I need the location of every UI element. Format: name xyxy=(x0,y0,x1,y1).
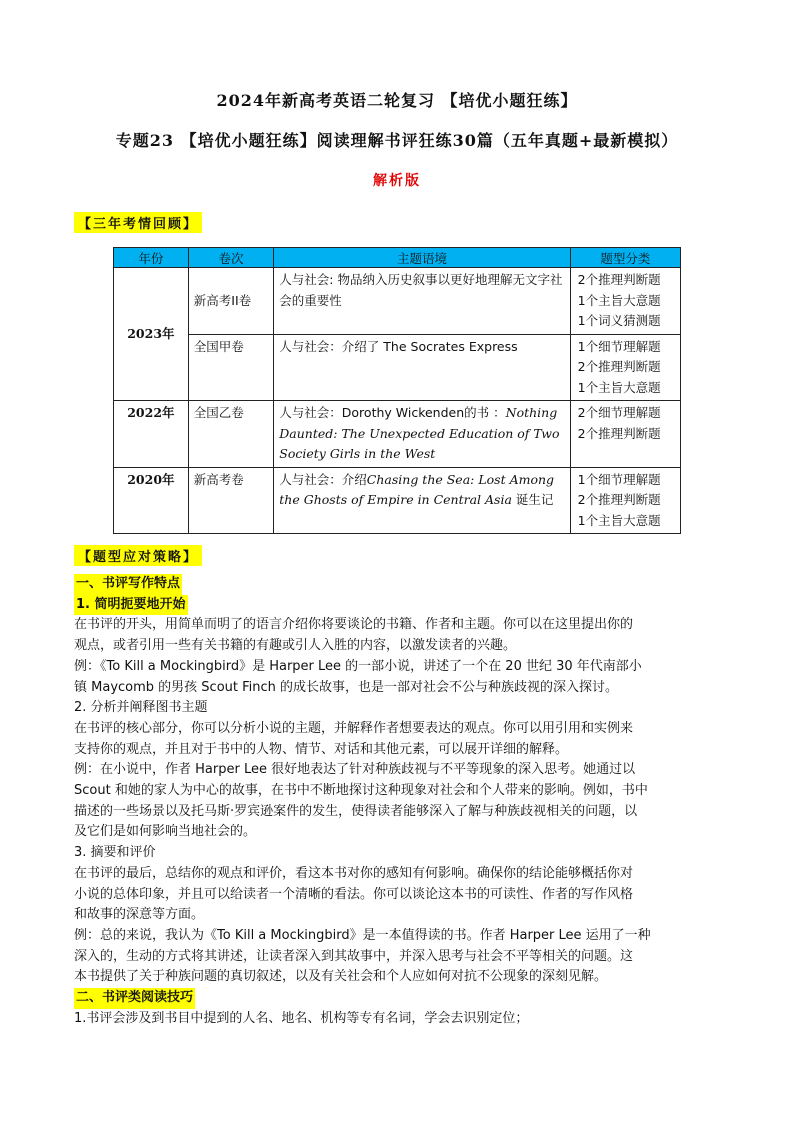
type-item: 1个主旨大意题 xyxy=(577,292,661,308)
section-heading: 一、书评写作特点 xyxy=(74,574,182,595)
theme-cell: 人与社会: 物品纳入历史叙事以更好地理解无文字社会的重要性 xyxy=(274,268,570,335)
table-row xyxy=(114,467,681,534)
section-tag-review: 【三年考情回顾】 xyxy=(74,212,202,233)
paper-cell: 全国乙卷 xyxy=(188,401,274,468)
header-theme: 主题语境 xyxy=(274,248,570,268)
paragraph-line: 1.书评会涉及到书目中提到的人名、地名、机构等专有名词，学会去识别定位； xyxy=(74,1010,529,1026)
paper-cell: 新高考II卷 xyxy=(188,268,274,335)
subsection-heading: 1. 简明扼要地开始 xyxy=(74,595,188,616)
types-cell xyxy=(570,334,680,401)
table-row xyxy=(114,268,681,335)
exam-review-table xyxy=(113,247,681,534)
book-title: Chasing the Sea: Lost Among the Ghosts of Empire in Central Asia xyxy=(279,471,555,507)
edition-label: 解析版 xyxy=(373,173,421,189)
types-cell xyxy=(570,401,680,468)
type-item: 1个主旨大意题 xyxy=(577,379,661,395)
types-cell xyxy=(570,467,680,534)
theme-cell xyxy=(274,467,570,534)
section-tag-strategy: 【题型应对策略】 xyxy=(74,545,202,566)
header-types: 题型分类 xyxy=(570,248,680,268)
type-item: 2个推理判断题 xyxy=(577,359,661,374)
type-item: 1个细节理解题 xyxy=(577,471,661,487)
subsection-heading: 3. 摘要和评价 xyxy=(74,845,156,861)
year-cell: 2022年 xyxy=(114,401,189,468)
year-cell: 2023年 xyxy=(114,268,189,401)
type-item: 1个细节理解题 xyxy=(577,338,661,354)
header-paper: 卷次 xyxy=(188,248,274,268)
example-line: 例：总的来说，我认为《To Kill a Mockingbird》是一本值得读的书。作者 Harper Lee 运用了一种 xyxy=(74,927,651,943)
type-item: 2个推理判断题 xyxy=(577,425,661,441)
types-cell xyxy=(570,268,680,335)
paper-cell: 全国甲卷 xyxy=(188,334,274,401)
paragraph-line: 在书评的最后，总结你的观点和评价，看这本书对你的感知有何影响。确保你的结论能够概括你对 xyxy=(74,865,634,881)
paragraph-line: 小说的总体印象，并且可以给读者一个清晰的看法。你可以谈论这本书的可读性、作者的写作风格 xyxy=(74,886,634,902)
example-line: 例：在小说中，作者 Harper Lee 很好地表达了针对种族歧视与不平等现象的深入思考。她通过以 xyxy=(74,762,636,778)
example-line: 例：《To Kill a Mockingbird》是 Harper Lee 的一部小说，讲述了一个在 20 世纪 30 年代南部小 xyxy=(74,658,642,674)
example-line: 镇 Maycomb 的男孩 Scout Finch 的成长故事，也是一部对社会不公与种族歧视的深入探讨。 xyxy=(74,679,619,695)
theme-prefix: 人与社会：介绍 xyxy=(279,471,367,487)
table-row xyxy=(114,334,681,401)
paragraph-line: 和故事的深意等方面。 xyxy=(74,907,205,923)
example-line: 深入的，生动的方式将其讲述，让读者深入到其故事中，并深入思考与社会不平等相关的问题。这 xyxy=(74,948,634,964)
theme-suffix: 诞生记 xyxy=(515,492,554,507)
theme-prefix: 人与社会：介绍了 xyxy=(279,338,380,354)
book-title: Nothing Daunted: The Unexpected Education of Two Society Girls in the West xyxy=(279,405,560,461)
type-item: 2个细节理解题 xyxy=(577,405,661,420)
type-item: 2个推理判断题 xyxy=(577,272,661,287)
theme-prefix: 人与社会：Dorothy Wickenden的书 ： xyxy=(279,405,506,420)
book-title: The Socrates Express xyxy=(383,338,518,354)
year-cell: 2020年 xyxy=(114,467,189,534)
table-row xyxy=(114,401,681,468)
subsection-heading: 2. 分析并阐释图书主题 xyxy=(74,700,208,716)
theme-cell xyxy=(274,401,570,468)
table-header-row xyxy=(114,248,681,268)
theme-cell xyxy=(274,334,570,401)
paragraph-line: 支持你的观点，并且对于书中的人物、情节、对话和其他元素，可以展开详细的解释。 xyxy=(74,741,569,757)
paragraph-line: 观点，或者引用一些有关书籍的有趣或引人入胜的内容，以激发读者的兴趣。 xyxy=(74,638,517,654)
section-heading: 二、书评类阅读技巧 xyxy=(74,988,195,1009)
body-content xyxy=(74,574,724,1029)
paragraph-line: 在书评的核心部分，你可以分析小说的主题，并解释作者想要表达的观点。你可以用引用和实例来 xyxy=(74,720,634,736)
paragraph-line: 在书评的开头，用简单而明了的语言介绍你将要谈论的书籍、作者和主题。你可以在这里提出你的 xyxy=(74,617,634,633)
paper-cell: 新高考卷 xyxy=(188,467,274,534)
example-line: 描述的一些场景以及托马斯·罗宾逊案件的发生，使得读者能够深入了解与种族歧视相关的问题，以 xyxy=(74,803,638,819)
document-title: 2024年新高考英语二轮复习 【培优小题狂练】 xyxy=(216,91,578,110)
document-subtitle: 专题23 【培优小题狂练】阅读理解书评狂练30篇（五年真题+最新模拟） xyxy=(115,131,679,150)
type-item: 1个主旨大意题 xyxy=(577,512,661,528)
type-item: 2个推理判断题 xyxy=(577,492,661,507)
type-item: 1个词义猜测题 xyxy=(577,313,661,328)
header-year: 年份 xyxy=(114,248,189,268)
example-line: Scout 和她的家人为中心的故事，在书中不断地探讨这种现象对社会和个人带来的影响。例如，书中 xyxy=(74,783,648,799)
example-line: 本书提供了关于种族问题的真切叙述，以及有关社会和个人应如何对抗不公现象的深刻见解。 xyxy=(74,969,608,985)
example-line: 及它们是如何影响当地社会的。 xyxy=(74,824,257,840)
